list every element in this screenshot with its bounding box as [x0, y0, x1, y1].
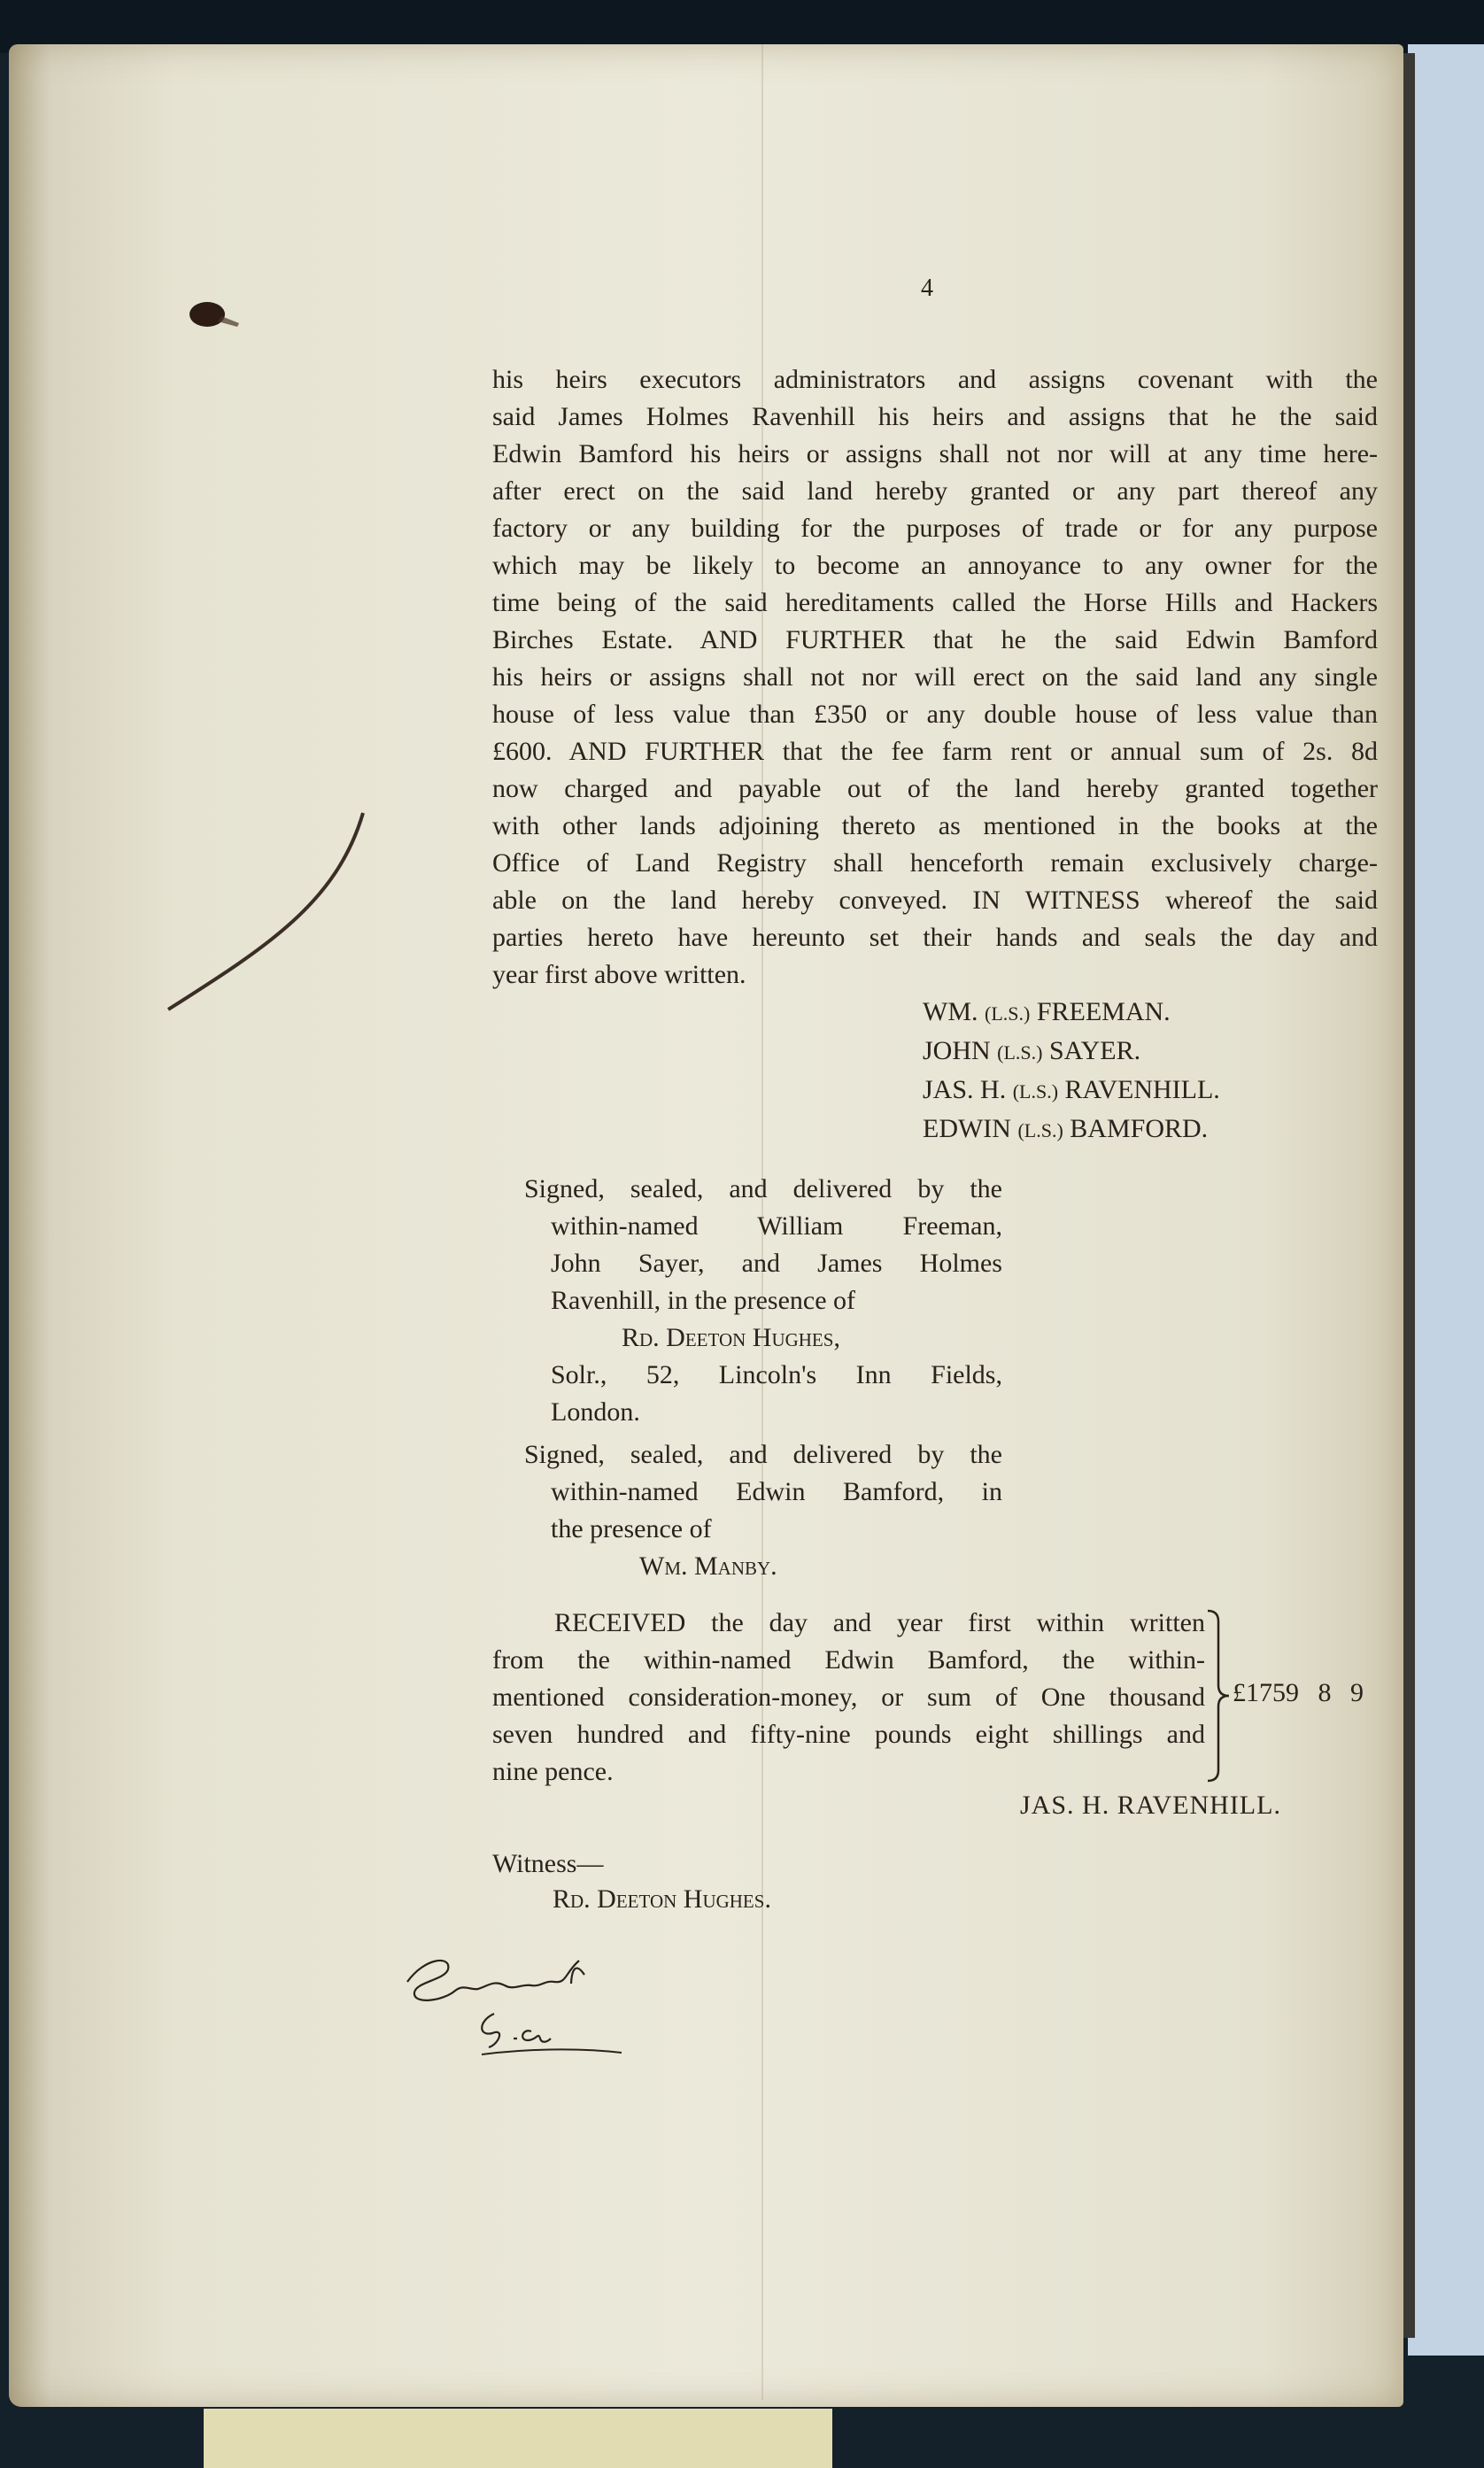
body-text-line: £600. AND FURTHER that the fee farm rent or annual sum of 2s. 8d — [492, 737, 1378, 766]
receipt-signature: JAS. H. RAVENHILL. — [1020, 1791, 1281, 1820]
attesting-witness-name: Wm. Manby. — [639, 1551, 777, 1581]
receipt-line: from the within-named Edwin Bamford, the within- — [492, 1645, 1205, 1675]
signatory-first-name: JAS. H. — [923, 1075, 1007, 1104]
attestation-clause-2 — [524, 1436, 1002, 1585]
right-brace-icon — [1206, 1607, 1233, 1784]
attestation-line: Signed, sealed, and delivered by the — [524, 1440, 1002, 1469]
seal-mark: (L.S.) — [985, 1002, 1031, 1025]
attestation-line: Signed, sealed, and delivered by the — [524, 1174, 1002, 1203]
signatory-surname: SAYER. — [1049, 1036, 1141, 1065]
signatory-first-name: EDWIN — [923, 1114, 1011, 1143]
body-text-line: his heirs or assigns shall not nor will erect on the said land any single — [492, 662, 1378, 692]
body-text-line: able on the land hereby conveyed. IN WITNESS whereof the said — [492, 886, 1378, 915]
attestation-line: within-named William Freeman, — [551, 1211, 1002, 1241]
attestation-line: the presence of — [551, 1514, 712, 1543]
body-text-line: Birches Estate. AND FURTHER that he the said Edwin Bamford — [492, 625, 1378, 654]
receipt-line: seven hundred and fifty-nine pounds eight shillings and — [492, 1720, 1205, 1749]
page-number: 4 — [921, 275, 933, 302]
seal-signatures — [923, 994, 1220, 1149]
signature-line — [923, 1033, 1220, 1072]
signature-line — [923, 994, 1220, 1033]
witness-address-line: Solr., 52, Lincoln's Inn Fields, — [551, 1360, 1002, 1389]
signatory-first-name: JOHN — [923, 1036, 991, 1065]
signatory-first-name: WM. — [923, 997, 978, 1026]
attestation-line: within-named Edwin Bamford, in — [551, 1477, 1002, 1506]
body-text-line: factory or any building for the purposes of trade or for any purpose — [492, 514, 1378, 543]
handwritten-examined-note — [390, 1939, 646, 2063]
underlying-sheet — [204, 2409, 832, 2468]
body-text-line: Edwin Bamford his heirs or assigns shall not nor will at any time here- — [492, 439, 1378, 468]
attestation-line: Ravenhill, in the presence of — [551, 1286, 856, 1315]
body-text-line: time being of the said hereditaments called the Horse Hills and Hackers — [492, 588, 1378, 617]
pencil-stroke-mark — [159, 797, 381, 1027]
body-text-line: which may be likely to become an annoyance to any owner for the — [492, 551, 1378, 580]
receipt-line: nine pence. — [492, 1757, 614, 1786]
signature-line — [923, 1110, 1220, 1149]
body-text-line: his heirs executors administrators and assigns covenant with the — [492, 365, 1378, 394]
seal-mark: (L.S.) — [997, 1041, 1043, 1064]
body-text-line: house of less value than £350 or any double house of less value than — [492, 700, 1378, 729]
receipt-amount: £1759 8 9 — [1233, 1678, 1364, 1707]
signatory-surname: FREEMAN. — [1036, 997, 1171, 1026]
attestation-line: John Sayer, and James Holmes — [551, 1249, 1002, 1278]
signatory-surname: BAMFORD. — [1070, 1114, 1209, 1143]
witness-name: Rd. Deeton Hughes. — [553, 1884, 771, 1914]
body-text-line: parties hereto have hereunto set their hands and seals the day and — [492, 923, 1378, 952]
witness-label: Witness— — [492, 1849, 604, 1878]
next-page-edge — [1408, 44, 1484, 2356]
attestation-clause-1 — [524, 1171, 1002, 1431]
signature-line — [923, 1072, 1220, 1110]
body-text-line: said James Holmes Ravenhill his heirs and assigns that he the said — [492, 402, 1378, 431]
receipt-clause — [492, 1605, 1205, 1791]
seal-mark: (L.S.) — [1017, 1119, 1063, 1141]
witness-address-line: London. — [551, 1397, 640, 1427]
body-text-line: Office of Land Registry shall henceforth remain exclusively charge- — [492, 848, 1378, 878]
attesting-witness-name: Rd. Deeton Hughes, — [622, 1323, 840, 1352]
body-text-line: now charged and payable out of the land hereby granted together — [492, 774, 1378, 803]
body-text-line: after erect on the said land hereby granted or any part thereof any — [492, 476, 1378, 506]
seal-mark: (L.S.) — [1012, 1080, 1059, 1102]
ink-stain — [186, 297, 239, 334]
signatory-surname: RAVENHILL. — [1064, 1075, 1220, 1104]
body-text-line: year first above written. — [492, 960, 746, 989]
body-text-line: with other lands adjoining thereto as mentioned in the books at the — [492, 811, 1378, 840]
receipt-line: RECEIVED the day and year first within written — [554, 1608, 1205, 1637]
deed-body-text — [492, 361, 1378, 994]
receipt-line: mentioned consideration-money, or sum of One thousand — [492, 1683, 1205, 1712]
